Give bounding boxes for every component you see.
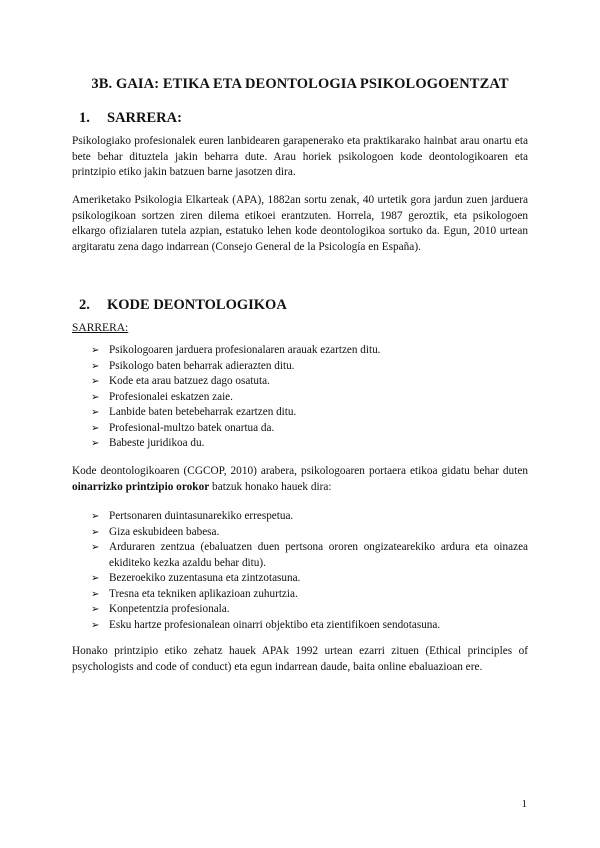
arrow-bullet-icon: ➢: [91, 422, 100, 434]
arrow-bullet-icon: ➢: [91, 511, 100, 522]
list-item: ➢ Psikologoaren jarduera profesionalaren arauak ezartzen ditu.: [91, 343, 528, 359]
arrow-bullet-icon: ➢: [91, 542, 100, 553]
list-item: ➢ Tresna eta tekniken aplikazioan zuhurtzia.: [91, 587, 528, 603]
principles-intro-paragraph: Kode deontologikoaren (CGCOP, 2010) arabera, psikologoaren portaera etikoa gidatu behar duten oinarrizko printzipio orokor batzuk honako hauek dira:: [72, 465, 528, 493]
arrow-bullet-icon: ➢: [91, 588, 100, 600]
arrow-bullet-icon: ➢: [91, 407, 100, 418]
section-1-title: SARRERA:: [107, 110, 182, 126]
intro-bullet-list: [91, 343, 528, 452]
arrow-bullet-icon: ➢: [91, 391, 100, 403]
section-1-paragraph-1: Psikologiako profesionalek euren lanbidearen garapenerako eta praktikarako hainbat arau onartu eta bete behar dituztela jakin beharra dute. Arau horiek psikologoen kode deontologikoaren eta printzipio etiko jakin batzuen barne jasotzen dira.: [72, 135, 528, 178]
arrow-bullet-icon: ➢: [91, 604, 100, 615]
arrow-bullet-icon: ➢: [91, 345, 100, 356]
section-1-heading: [79, 110, 182, 127]
list-item: ➢ Lanbide baten betebeharrak ezartzen ditu.: [91, 405, 528, 421]
section-2-title: KODE DEONTOLOGIKOA: [107, 297, 287, 313]
arrow-bullet-icon: ➢: [91, 526, 100, 538]
arrow-bullet-icon: ➢: [91, 360, 100, 372]
principles-bold-term: oinarrizko printzipio orokor: [72, 480, 210, 493]
list-item: ➢ Giza eskubideen babesa.: [91, 525, 528, 541]
document-title: 3B. GAIA: ETIKA ETA DEONTOLOGIA PSIKOLOGOENTZAT: [91, 76, 509, 92]
list-item: ➢ Profesionalei eskatzen zaie.: [91, 390, 528, 406]
list-item: ➢ Profesional-multzo batek onartua da.: [91, 421, 528, 437]
list-item: ➢ Psikologo baten beharrak adierazten ditu.: [91, 359, 528, 375]
list-item: ➢ Kode eta arau batzuez dago osatuta.: [91, 374, 528, 390]
arrow-bullet-icon: ➢: [91, 438, 100, 449]
list-item: ➢ Pertsonaren duintasunarekiko errespetua.: [91, 509, 528, 525]
list-item: ➢ Esku hartze profesionalean oinarri objektibo eta zientifikoen sendotasuna.: [91, 618, 528, 634]
list-item: ➢ Arduraren zentzua (ebaluatzen duen pertsona ororen ongizatearekiko ardura eta oinazea ekiditeko kezka azaldu behar ditu).: [91, 541, 528, 569]
section-2-number: 2.: [79, 297, 90, 313]
closing-paragraph: Honako printzipio etiko zehatz hauek APAk 1992 urtean ezarri zituen (Ethical principles of psychologists and code of conduct) eta egun indarrean daude, baita online ebaluazioan ere.: [72, 645, 528, 673]
list-item: ➢ Bezeroekiko zuzentasuna eta zintzotasuna.: [91, 571, 528, 587]
arrow-bullet-icon: ➢: [91, 573, 100, 584]
section-2-subheading: SARRERA:: [72, 322, 129, 334]
arrow-bullet-icon: ➢: [91, 619, 100, 631]
section-1-paragraph-2: Ameriketako Psikologia Elkarteak (APA), 1882an sortu zenak, 40 urtetik gora jardun zuen jarduera psikologikoan sortzen ziren dilema etikoei erantzuten. Horrela, 1987 geroztik, eta psikologoen elkargo ofizialaren tutela azpian, estatuko lehen kode deontologikoa sortuko da. Egun, 2010 urtean argitaratu zena dago indarrean (Consejo General de la Psicología en España).: [72, 194, 528, 253]
arrow-bullet-icon: ➢: [91, 376, 100, 387]
list-item: ➢ Konpetentzia profesionala.: [91, 602, 528, 618]
list-item: ➢ Babeste juridikoa du.: [91, 436, 528, 452]
section-1-number: 1.: [79, 110, 90, 126]
page-number: 1: [521, 798, 527, 810]
principles-bullet-list: [91, 509, 528, 633]
section-2-heading: [79, 297, 287, 314]
